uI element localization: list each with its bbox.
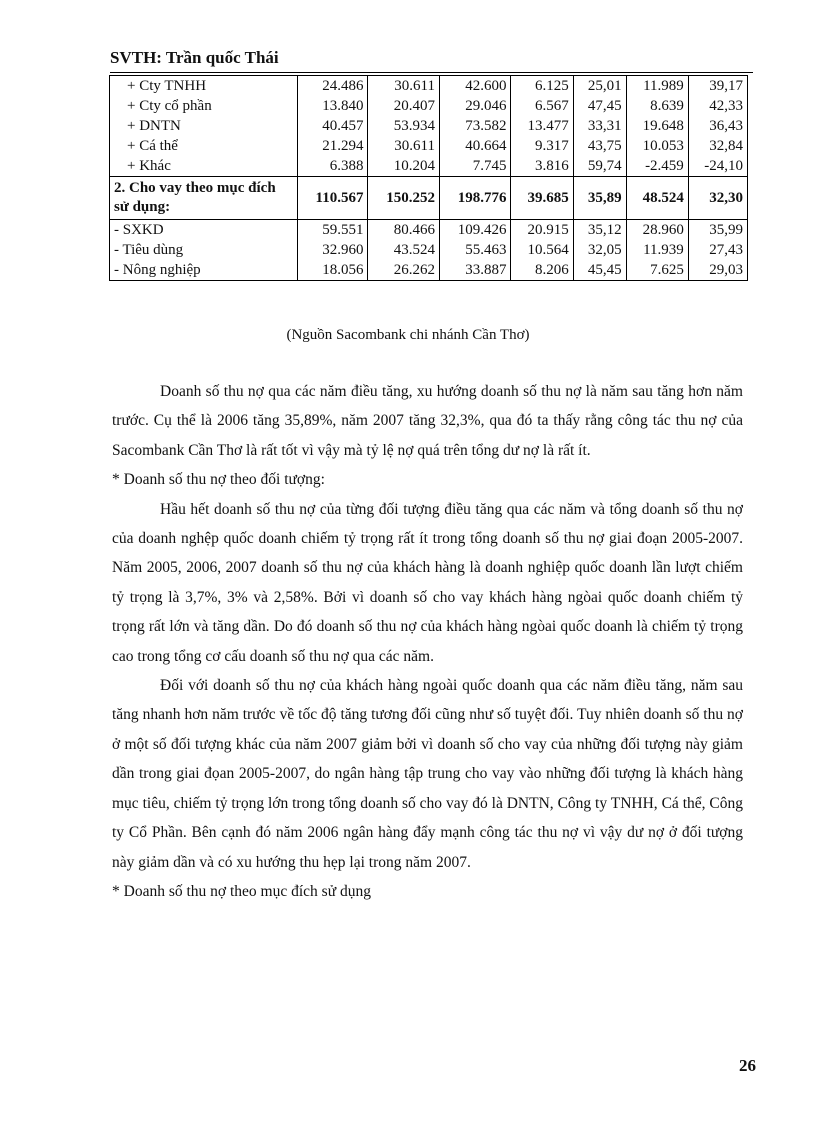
- table-cell: 32,84: [688, 136, 747, 156]
- table-cell: 27,43: [688, 240, 747, 260]
- table-cell: 30.611: [368, 136, 440, 156]
- table-cell: 109.426: [439, 220, 511, 241]
- table-cell: 42,33: [688, 96, 747, 116]
- table-cell: -2.459: [626, 156, 688, 177]
- table-cell: 20.407: [368, 96, 440, 116]
- table-cell: 36,43: [688, 116, 747, 136]
- table-cell: 3.816: [511, 156, 573, 177]
- table-cell: -24,10: [688, 156, 747, 177]
- data-table: [109, 75, 748, 281]
- row-label: + Cty TNHH: [110, 76, 298, 97]
- table-cell: 8.206: [511, 260, 573, 281]
- table-row: [110, 240, 748, 260]
- table-cell: 33,31: [573, 116, 626, 136]
- table-row: [110, 156, 748, 177]
- row-label: + Cá thể: [110, 136, 298, 156]
- row-label: + Cty cổ phần: [110, 96, 298, 116]
- table-cell: 42.600: [439, 76, 511, 97]
- table-cell: 47,45: [573, 96, 626, 116]
- table-cell: 25,01: [573, 76, 626, 97]
- table-row: [110, 177, 748, 220]
- table-cell: 11.989: [626, 76, 688, 97]
- table-cell: 53.934: [368, 116, 440, 136]
- table-cell: 13.840: [298, 96, 368, 116]
- table-cell: 110.567: [298, 177, 368, 220]
- table-cell: 48.524: [626, 177, 688, 220]
- table-cell: 59,74: [573, 156, 626, 177]
- row-label: - Nông nghiệp: [110, 260, 298, 281]
- paragraph: Doanh số thu nợ qua các năm điều tăng, xu hướng doanh số thu nợ là năm sau tăng hơn năm trước. Cụ thể là 2006 tăng 35,89%, năm 2007 tăng 32,3%, qua đó ta thấy rằng công tác thu nợ của Sacombank Cần Thơ là rất tốt vì vậy mà tỷ lệ nợ quá trên tổng dư nợ là rất ít.: [112, 383, 743, 459]
- table-cell: 10.564: [511, 240, 573, 260]
- table-cell: 35,99: [688, 220, 747, 241]
- table-row: [110, 96, 748, 116]
- table-cell: 80.466: [368, 220, 440, 241]
- table-cell: 30.611: [368, 76, 440, 97]
- table-cell: 29,03: [688, 260, 747, 281]
- table-cell: 28.960: [626, 220, 688, 241]
- table-cell: 19.648: [626, 116, 688, 136]
- paragraph: Hầu hết doanh số thu nợ của từng đối tượng điều tăng qua các năm và tổng doanh số thu nợ của doanh nghệp quốc doanh chiếm tỷ trọng rất ít trong tổng doanh số thu nợ giai đoạn 2005-2007. Năm 2005, 2006, 2007 doanh số thu nợ của khách hàng là doanh nghiệp quốc doanh lần lượt chiếm tỷ trọng là 3,7%, 3% và 2,58%. Bởi vì doanh số cho vay khách hàng ngòai quốc doanh chiếm tỷ trọng rất lớn và tăng dần. Do đó doanh số thu nợ của khách hàng ngòai quốc doanh là chiếm tỷ trọng cao trong tổng cơ cấu doanh số thu nợ qua các năm.: [112, 500, 743, 665]
- row-label: 2. Cho vay theo mục đích sử dụng:: [110, 177, 298, 220]
- table-cell: 24.486: [298, 76, 368, 97]
- table-row: [110, 220, 748, 241]
- row-label: + Khác: [110, 156, 298, 177]
- table-cell: 10.053: [626, 136, 688, 156]
- table-cell: 6.125: [511, 76, 573, 97]
- table-cell: 13.477: [511, 116, 573, 136]
- table-cell: 40.457: [298, 116, 368, 136]
- table-cell: 7.745: [439, 156, 511, 177]
- table-cell: 11.939: [626, 240, 688, 260]
- table-cell: 150.252: [368, 177, 440, 220]
- table-cell: 10.204: [368, 156, 440, 177]
- table-cell: 6.567: [511, 96, 573, 116]
- paragraph: Đối với doanh số thu nợ của khách hàng ngoài quốc doanh qua các năm điều tăng, năm sau tăng nhanh hơn năm trước về tốc độ tăng tương đối cũng như số tuyệt đối. Tuy nhiên doanh số thu nợ ở một số đối tượng khác của năm 2007 giảm bởi vì doanh số cho vay của những đối tượng này giảm dần trong giai đọan 2005-2007, do ngân hàng tập trung cho vay vào những đối tượng là khách hàng mục tiêu, chiếm tỷ trọng lớn trong tổng doanh số cho vay đó là DNTN, Công ty TNHH, Cá thể, Công ty Cổ Phần. Bên cạnh đó năm 2006 ngân hàng đẩy mạnh công tác thu nợ vì vậy dư nợ ở đối tượng này giảm dần và có xu hướng thu hẹp lại trong năm 2007.: [112, 677, 743, 871]
- table-row: [110, 260, 748, 281]
- table-cell: 21.294: [298, 136, 368, 156]
- header-text: SVTH: Trần quốc Thái: [110, 48, 279, 67]
- table-cell: 35,89: [573, 177, 626, 220]
- paragraph: * Doanh số thu nợ theo đối tượng:: [112, 471, 325, 489]
- table-cell: 32,30: [688, 177, 747, 220]
- table-cell: 6.388: [298, 156, 368, 177]
- table-cell: 32.960: [298, 240, 368, 260]
- table-cell: 59.551: [298, 220, 368, 241]
- row-label: + DNTN: [110, 116, 298, 136]
- table-cell: 18.056: [298, 260, 368, 281]
- table-row: [110, 116, 748, 136]
- table-cell: 8.639: [626, 96, 688, 116]
- table-row: [110, 76, 748, 97]
- row-label: - SXKD: [110, 220, 298, 241]
- table-source-note: (Nguồn Sacombank chi nhánh Cần Thơ): [286, 327, 530, 343]
- table-row: [110, 136, 748, 156]
- table-body: [110, 76, 748, 281]
- body-text: [112, 377, 743, 906]
- table-cell: 33.887: [439, 260, 511, 281]
- table-cell: 198.776: [439, 177, 511, 220]
- table-cell: 40.664: [439, 136, 511, 156]
- table-cell: 7.625: [626, 260, 688, 281]
- table-cell: 32,05: [573, 240, 626, 260]
- table-cell: 29.046: [439, 96, 511, 116]
- table-cell: 39.685: [511, 177, 573, 220]
- page-number: 26: [739, 1056, 756, 1075]
- table-cell: 55.463: [439, 240, 511, 260]
- page-header: [110, 47, 753, 73]
- row-label: - Tiêu dùng: [110, 240, 298, 260]
- table-cell: 45,45: [573, 260, 626, 281]
- paragraph: * Doanh số thu nợ theo mục đích sử dụng: [112, 882, 371, 900]
- table-cell: 20.915: [511, 220, 573, 241]
- table-cell: 9.317: [511, 136, 573, 156]
- table-cell: 73.582: [439, 116, 511, 136]
- table-cell: 43.524: [368, 240, 440, 260]
- table-cell: 43,75: [573, 136, 626, 156]
- table-cell: 26.262: [368, 260, 440, 281]
- table-cell: 35,12: [573, 220, 626, 241]
- table-cell: 39,17: [688, 76, 747, 97]
